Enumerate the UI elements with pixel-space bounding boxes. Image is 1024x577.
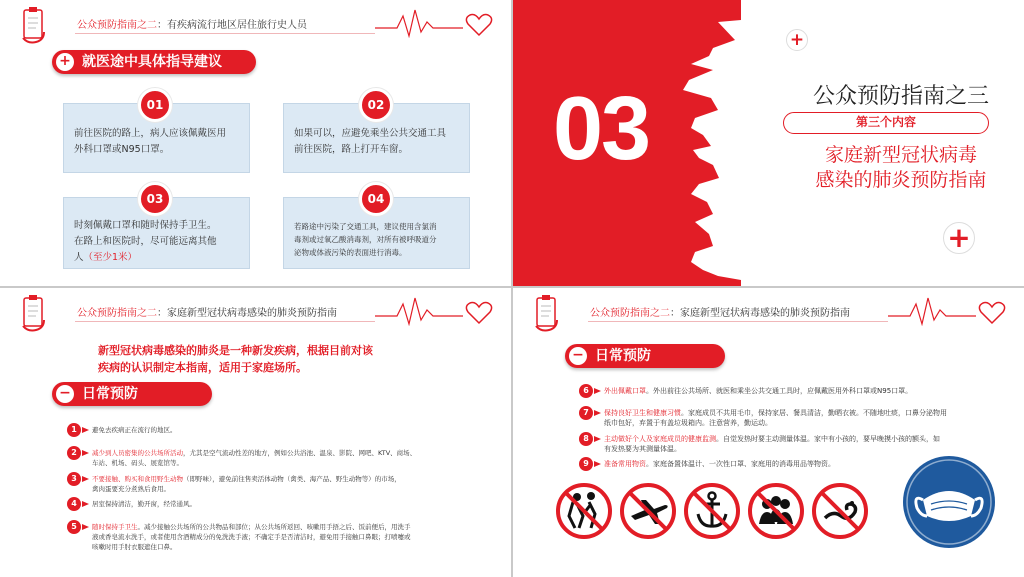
prevention-item-6: 外出佩戴口罩。外出前往公共场所、就医和乘坐公共交通工具时，应佩戴医用外科口罩或N95口罩。 [604,387,913,395]
item-number-2: 2 [67,446,81,460]
header-prefix: 公众预防指南之二 [590,308,670,319]
minus-icon: − [56,385,74,403]
slide-2 [513,0,1024,286]
header-suffix: ：家庭新型冠状病毒感染的肺炎预防指南 [157,308,337,319]
section-title: 公众预防指南之三 [812,84,989,109]
item-number-1: 1 [67,423,81,437]
intro-text: 新型冠状病毒感染的肺炎是一种新发疾病，根据目前对该 疾病的认识制定本指南，适用于家庭场所。 [98,344,373,374]
arrow-icon [82,427,90,433]
pill-label: 日常预防 [595,348,651,364]
prevention-item-9: 准备常用物资。家庭备置体温计、一次性口罩、家庭用的消毒用品等物资。 [604,460,835,468]
guidance-pill [52,50,256,74]
header-suffix: ：有疾病流行地区居住旅行史人员 [157,20,307,31]
no-dancing-icon [555,482,613,540]
arrow-icon [594,436,602,442]
card-badge-4: 04 [359,182,393,216]
plus-icon-large: + [943,222,975,254]
heartbeat-heart-icon [375,8,503,38]
clipboard-stethoscope-icon [20,292,48,334]
prevention-item-2: 减少到人员密集的公共场所活动，尤其是空气流动性差的地方，例如公共浴池、温泉、影院、网吧、KTV、商场、 车站、机场、码头、展览馆等。 [92,449,417,467]
clipboard-stethoscope-icon [20,4,48,46]
no-crowd-icon [747,482,805,540]
slide-3 [0,288,511,577]
clipboard-stethoscope-icon [533,292,561,334]
card-badge-3: 03 [138,182,172,216]
no-wild-animal-icon [811,482,869,540]
prevention-item-4: 居室保持清洁，勤开窗，经常通风。 [92,500,196,508]
item-number-9: 9 [579,457,593,471]
card-text: 时刻佩戴口罩和随时保持手卫生。 在路上和医院时，尽可能远离其他 人（至少1米） [74,220,217,263]
section-number: 03 [553,79,650,179]
prevention-item-7: 保持良好卫生和健康习惯。家庭成员不共用毛巾，保持家居、餐具清洁，勤晒衣被。不随地吐痰，口鼻分泌物用 纸巾包好，弃置于有盖垃圾箱内。注意营养，勤运动。 [604,409,947,427]
arrow-icon [82,524,90,530]
item-number-8: 8 [579,432,593,446]
section-subtitle: 家庭新型冠状病毒 感染的肺炎预防指南 [815,144,987,191]
header-prefix: 公众预防指南之二 [77,20,157,31]
arrow-icon [594,410,602,416]
header-divider [75,321,375,322]
arrow-icon [594,388,602,394]
card-text: 如果可以，应避免乘坐公共交通工具 前往医院，路上打开车窗。 [294,128,447,155]
card-badge-2: 02 [359,88,393,122]
header-divider [75,33,375,34]
prevention-item-3: 不要接触、购买和食用野生动物（即野味），避免前往售卖活体动物（禽类、海产品、野生动物等）的市场， 禽肉蛋要充分煮熟后食用。 [92,475,401,493]
slide-1 [0,0,511,286]
card-text: 若路途中污染了交通工具，建议使用含氯消 毒剂或过氧乙酸消毒剂，对所有被呼吸道分 泌物或体液污染的表面进行消毒。 [294,222,437,257]
guidance-pill-label: 就医途中具体指导建议 [82,54,222,70]
arrow-icon [82,476,90,482]
item-number-6: 6 [579,384,593,398]
arrow-icon [82,450,90,456]
header-prefix: 公众预防指南之二 [77,308,157,319]
mask-icon [901,454,997,550]
header [590,304,850,319]
prevention-item-1: 避免去疾病正在流行的地区。 [92,426,177,434]
card-text: 前往医院的路上，病人应该佩戴医用 外科口罩或N95口罩。 [74,128,227,155]
heartbeat-heart-icon [375,296,503,326]
section-tag: 第三个内容 [783,112,989,134]
prevention-item-8: 主动做好个人及家庭成员的健康监测。自觉发热时要主动测量体温。家中有小孩的，要早晚摸小孩的额头，如 有发热要为其测量体温。 [604,435,940,453]
header [77,16,307,31]
item-number-7: 7 [579,406,593,420]
prevention-item-5: 随时保持手卫生。减少接触公共场所的公共物品和部位；从公共场所返回、咳嗽用手捂之后、饭前便后，用洗手 液或香皂流水洗手，或者使用含酒精成分的免洗洗手液；不确定手是否清洁时，避免用手接触口鼻眼；打喷嚏或 咳嗽时用手肘衣服遮住口鼻。 [92,523,411,551]
minus-icon: − [569,347,587,365]
slide-4 [513,288,1024,577]
no-flying-icon [619,482,677,540]
daily-prevention-pill [52,382,212,406]
no-shipping-icon [683,482,741,540]
header [77,304,337,319]
item-number-3: 3 [67,472,81,486]
plus-icon-small: + [786,29,808,51]
item-number-5: 5 [67,520,81,534]
card-badge-1: 01 [138,88,172,122]
header-suffix: ：家庭新型冠状病毒感染的肺炎预防指南 [670,308,850,319]
arrow-icon [82,501,90,507]
arrow-icon [594,461,602,467]
plus-icon: + [56,53,74,71]
pill-label: 日常预防 [82,386,138,402]
heartbeat-heart-icon [888,296,1016,326]
item-number-4: 4 [67,497,81,511]
header-divider [588,321,888,322]
daily-prevention-pill [565,344,725,368]
